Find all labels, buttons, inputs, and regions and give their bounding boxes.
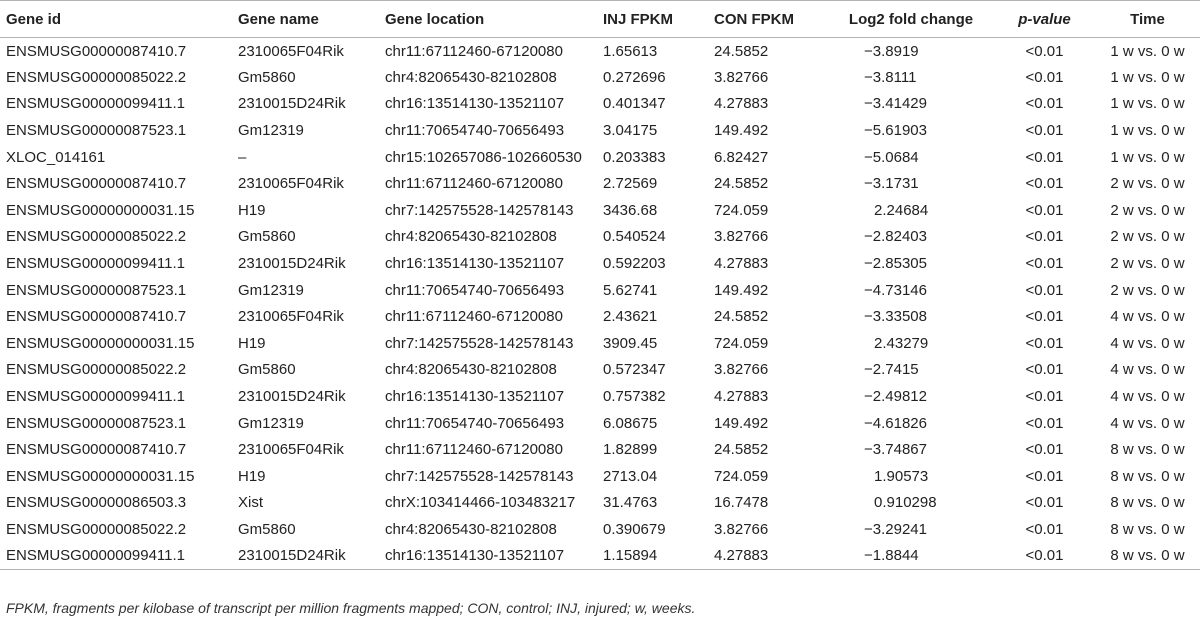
- cell-log2-fold-change: −5.61903: [864, 122, 927, 140]
- table-row: [0, 224, 1200, 251]
- cell-p-value: <0.01: [1025, 255, 1064, 273]
- cell-gene-location: chr7:142575528-142578143: [385, 201, 574, 219]
- cell-con-fpkm: 3.82766: [714, 361, 769, 379]
- cell-inj-fpkm: 1.65613: [603, 42, 658, 60]
- cell-p-value: <0.01: [1025, 467, 1064, 485]
- cell-log2-fold-change: 2.24684: [874, 201, 929, 219]
- cell-time: 8 w vs. 0 w: [1110, 441, 1185, 459]
- cell-gene-name: Gm12319: [238, 414, 304, 432]
- cell-log2-fold-change: −2.7415: [864, 361, 919, 379]
- cell-gene-id: ENSMUSG00000085022.2: [6, 361, 187, 379]
- table-row: [0, 383, 1200, 410]
- cell-inj-fpkm: 0.540524: [603, 228, 666, 246]
- header-con-fpkm: CON FPKM: [714, 10, 794, 28]
- table-row: [0, 38, 1200, 65]
- cell-con-fpkm: 724.059: [714, 201, 769, 219]
- cell-gene-name: 2310015D24Rik: [238, 255, 346, 273]
- cell-p-value: <0.01: [1025, 122, 1064, 140]
- table-footnote: FPKM, fragments per kilobase of transcript per million fragments mapped; CON, control; INJ, injured; w, weeks.: [6, 600, 696, 616]
- cell-gene-id: ENSMUSG00000099411.1: [6, 388, 186, 406]
- cell-time: 2 w vs. 0 w: [1110, 281, 1185, 299]
- cell-gene-id: ENSMUSG00000000031.15: [6, 201, 195, 219]
- table-row: [0, 490, 1200, 517]
- cell-gene-id: ENSMUSG00000000031.15: [6, 334, 195, 352]
- cell-inj-fpkm: 0.401347: [603, 95, 666, 113]
- cell-gene-location: chr7:142575528-142578143: [385, 467, 574, 485]
- cell-gene-location: chr11:70654740-70656493: [385, 281, 565, 299]
- table-row: [0, 357, 1200, 384]
- cell-p-value: <0.01: [1025, 68, 1064, 86]
- cell-con-fpkm: 4.27883: [714, 255, 769, 273]
- cell-inj-fpkm: 0.592203: [603, 255, 666, 273]
- cell-p-value: <0.01: [1025, 175, 1064, 193]
- cell-gene-id: ENSMUSG00000099411.1: [6, 95, 186, 113]
- cell-gene-location: chr4:82065430-82102808: [385, 228, 557, 246]
- cell-con-fpkm: 724.059: [714, 334, 769, 352]
- cell-log2-fold-change: −2.49812: [864, 388, 927, 406]
- cell-gene-name: 2310065F04Rik: [238, 308, 344, 326]
- cell-gene-location: chr11:67112460-67120080: [385, 308, 563, 326]
- cell-gene-id: ENSMUSG00000085022.2: [6, 228, 187, 246]
- cell-inj-fpkm: 0.203383: [603, 148, 666, 166]
- cell-log2-fold-change: −3.8919: [864, 42, 919, 60]
- cell-gene-name: Gm5860: [238, 361, 296, 379]
- cell-p-value: <0.01: [1025, 441, 1064, 459]
- cell-gene-id: ENSMUSG00000099411.1: [6, 255, 186, 273]
- cell-gene-name: H19: [238, 467, 266, 485]
- cell-log2-fold-change: −3.8111: [864, 68, 917, 86]
- cell-gene-id: ENSMUSG00000087410.7: [6, 42, 187, 60]
- cell-gene-name: 2310015D24Rik: [238, 547, 346, 565]
- cell-gene-location: chr4:82065430-82102808: [385, 520, 557, 538]
- cell-p-value: <0.01: [1025, 228, 1064, 246]
- table-row: [0, 250, 1200, 277]
- table-row: [0, 303, 1200, 330]
- cell-gene-name: Gm5860: [238, 520, 296, 538]
- cell-p-value: <0.01: [1025, 494, 1064, 512]
- cell-gene-location: chr4:82065430-82102808: [385, 68, 557, 86]
- cell-log2-fold-change: −3.33508: [864, 308, 927, 326]
- cell-con-fpkm: 4.27883: [714, 547, 769, 565]
- cell-inj-fpkm: 3.04175: [603, 122, 658, 140]
- cell-gene-name: 2310065F04Rik: [238, 441, 344, 459]
- cell-gene-location: chr16:13514130-13521107: [385, 547, 565, 565]
- cell-time: 1 w vs. 0 w: [1110, 95, 1185, 113]
- cell-con-fpkm: 4.27883: [714, 388, 769, 406]
- table-row: [0, 436, 1200, 463]
- cell-inj-fpkm: 1.15894: [603, 547, 658, 565]
- cell-gene-id: ENSMUSG00000087523.1: [6, 281, 187, 299]
- cell-log2-fold-change: 2.43279: [874, 334, 929, 352]
- cell-inj-fpkm: 2.43621: [603, 308, 658, 326]
- cell-gene-name: –: [238, 148, 247, 166]
- cell-log2-fold-change: −1.8844: [864, 547, 919, 565]
- cell-log2-fold-change: −5.0684: [864, 148, 919, 166]
- table-body: [0, 38, 1200, 570]
- cell-p-value: <0.01: [1025, 414, 1064, 432]
- cell-gene-name: H19: [238, 201, 266, 219]
- cell-p-value: <0.01: [1025, 361, 1064, 379]
- cell-inj-fpkm: 6.08675: [603, 414, 658, 432]
- cell-gene-id: ENSMUSG00000087410.7: [6, 441, 187, 459]
- cell-gene-id: ENSMUSG00000099411.1: [6, 547, 186, 565]
- cell-gene-name: Xist: [238, 494, 264, 512]
- table-row: [0, 144, 1200, 171]
- cell-time: 4 w vs. 0 w: [1110, 308, 1185, 326]
- table-row: [0, 170, 1200, 197]
- cell-gene-name: 2310015D24Rik: [238, 95, 346, 113]
- table-row: [0, 277, 1200, 304]
- table-header: [0, 1, 1200, 38]
- cell-inj-fpkm: 5.62741: [603, 281, 658, 299]
- cell-gene-location: chr16:13514130-13521107: [385, 95, 565, 113]
- cell-time: 4 w vs. 0 w: [1110, 361, 1185, 379]
- header-inj-fpkm: INJ FPKM: [603, 10, 674, 28]
- cell-time: 8 w vs. 0 w: [1110, 547, 1185, 565]
- cell-log2-fold-change: −3.41429: [864, 95, 927, 113]
- cell-time: 8 w vs. 0 w: [1110, 494, 1185, 512]
- cell-time: 8 w vs. 0 w: [1110, 467, 1185, 485]
- cell-p-value: <0.01: [1025, 308, 1064, 326]
- header-gene-name: Gene name: [238, 10, 319, 28]
- cell-gene-id: ENSMUSG00000085022.2: [6, 520, 187, 538]
- cell-log2-fold-change: −3.74867: [864, 441, 927, 459]
- cell-log2-fold-change: −3.1731: [864, 175, 919, 193]
- cell-p-value: <0.01: [1025, 547, 1064, 565]
- cell-gene-name: Gm5860: [238, 68, 296, 86]
- cell-p-value: <0.01: [1025, 388, 1064, 406]
- header-p-value: p-value: [1018, 10, 1071, 28]
- cell-inj-fpkm: 3436.68: [603, 201, 658, 219]
- cell-con-fpkm: 3.82766: [714, 228, 769, 246]
- cell-time: 1 w vs. 0 w: [1110, 68, 1185, 86]
- cell-p-value: <0.01: [1025, 520, 1064, 538]
- cell-time: 2 w vs. 0 w: [1110, 201, 1185, 219]
- cell-gene-name: H19: [238, 334, 266, 352]
- table-row: [0, 516, 1200, 543]
- cell-gene-location: chr11:70654740-70656493: [385, 122, 565, 140]
- cell-log2-fold-change: −4.61826: [864, 414, 927, 432]
- cell-time: 4 w vs. 0 w: [1110, 414, 1185, 432]
- cell-time: 1 w vs. 0 w: [1110, 122, 1185, 140]
- cell-gene-name: Gm12319: [238, 122, 304, 140]
- cell-inj-fpkm: 0.272696: [603, 68, 666, 86]
- cell-gene-id: ENSMUSG00000086503.3: [6, 494, 187, 512]
- cell-con-fpkm: 4.27883: [714, 95, 769, 113]
- cell-con-fpkm: 6.82427: [714, 148, 769, 166]
- cell-inj-fpkm: 2.72569: [603, 175, 658, 193]
- cell-inj-fpkm: 0.390679: [603, 520, 666, 538]
- cell-gene-id: ENSMUSG00000087410.7: [6, 308, 187, 326]
- cell-gene-location: chrX:103414466-103483217: [385, 494, 576, 512]
- cell-inj-fpkm: 0.572347: [603, 361, 666, 379]
- cell-gene-id: ENSMUSG00000087523.1: [6, 414, 187, 432]
- cell-time: 2 w vs. 0 w: [1110, 175, 1185, 193]
- cell-con-fpkm: 3.82766: [714, 68, 769, 86]
- cell-gene-location: chr15:102657086-102660530: [385, 148, 582, 166]
- cell-gene-id: ENSMUSG00000087523.1: [6, 122, 187, 140]
- table-row: [0, 543, 1200, 570]
- cell-log2-fold-change: −4.73146: [864, 281, 927, 299]
- cell-gene-id: ENSMUSG00000085022.2: [6, 68, 187, 86]
- cell-con-fpkm: 149.492: [714, 281, 769, 299]
- cell-time: 1 w vs. 0 w: [1110, 42, 1185, 60]
- cell-gene-name: 2310065F04Rik: [238, 42, 344, 60]
- cell-time: 8 w vs. 0 w: [1110, 520, 1185, 538]
- cell-log2-fold-change: 0.910298: [874, 494, 937, 512]
- table-row: [0, 91, 1200, 118]
- table-row: [0, 463, 1200, 490]
- cell-gene-id: XLOC_014161: [6, 148, 106, 166]
- cell-time: 2 w vs. 0 w: [1110, 228, 1185, 246]
- cell-gene-id: ENSMUSG00000087410.7: [6, 175, 187, 193]
- cell-con-fpkm: 149.492: [714, 122, 769, 140]
- cell-time: 2 w vs. 0 w: [1110, 255, 1185, 273]
- header-gene-id: Gene id: [6, 10, 62, 28]
- cell-p-value: <0.01: [1025, 42, 1064, 60]
- table-row: [0, 410, 1200, 437]
- cell-inj-fpkm: 31.4763: [603, 494, 658, 512]
- cell-con-fpkm: 724.059: [714, 467, 769, 485]
- cell-p-value: <0.01: [1025, 201, 1064, 219]
- cell-time: 4 w vs. 0 w: [1110, 334, 1185, 352]
- cell-log2-fold-change: −2.82403: [864, 228, 927, 246]
- cell-p-value: <0.01: [1025, 95, 1064, 113]
- cell-log2-fold-change: −3.29241: [864, 520, 927, 538]
- cell-con-fpkm: 24.5852: [714, 441, 769, 459]
- cell-gene-location: chr4:82065430-82102808: [385, 361, 557, 379]
- cell-gene-id: ENSMUSG00000000031.15: [6, 467, 195, 485]
- cell-con-fpkm: 149.492: [714, 414, 769, 432]
- cell-gene-location: chr16:13514130-13521107: [385, 388, 565, 406]
- cell-p-value: <0.01: [1025, 281, 1064, 299]
- cell-gene-location: chr11:67112460-67120080: [385, 175, 563, 193]
- cell-gene-name: 2310015D24Rik: [238, 388, 346, 406]
- cell-p-value: <0.01: [1025, 148, 1064, 166]
- cell-con-fpkm: 3.82766: [714, 520, 769, 538]
- cell-time: 1 w vs. 0 w: [1110, 148, 1185, 166]
- cell-gene-location: chr11:70654740-70656493: [385, 414, 565, 432]
- cell-gene-location: chr16:13514130-13521107: [385, 255, 565, 273]
- header-row: [0, 1, 1200, 38]
- cell-time: 4 w vs. 0 w: [1110, 388, 1185, 406]
- cell-gene-location: chr11:67112460-67120080: [385, 441, 563, 459]
- cell-log2-fold-change: 1.90573: [874, 467, 929, 485]
- table-row: [0, 197, 1200, 224]
- cell-gene-location: chr7:142575528-142578143: [385, 334, 574, 352]
- cell-con-fpkm: 16.7478: [714, 494, 769, 512]
- cell-gene-name: Gm5860: [238, 228, 296, 246]
- cell-inj-fpkm: 2713.04: [603, 467, 658, 485]
- cell-con-fpkm: 24.5852: [714, 175, 769, 193]
- cell-log2-fold-change: −2.85305: [864, 255, 927, 273]
- cell-gene-location: chr11:67112460-67120080: [385, 42, 563, 60]
- table-row: [0, 64, 1200, 91]
- cell-inj-fpkm: 1.82899: [603, 441, 658, 459]
- cell-con-fpkm: 24.5852: [714, 42, 769, 60]
- header-time: Time: [1130, 10, 1165, 28]
- table-row: [0, 117, 1200, 144]
- header-log2-fold-change: Log2 fold change: [848, 10, 974, 28]
- table-row: [0, 330, 1200, 357]
- cell-gene-name: 2310065F04Rik: [238, 175, 344, 193]
- header-gene-location: Gene location: [385, 10, 485, 28]
- cell-p-value: <0.01: [1025, 334, 1064, 352]
- cell-inj-fpkm: 0.757382: [603, 388, 666, 406]
- cell-con-fpkm: 24.5852: [714, 308, 769, 326]
- cell-inj-fpkm: 3909.45: [603, 334, 658, 352]
- cell-gene-name: Gm12319: [238, 281, 304, 299]
